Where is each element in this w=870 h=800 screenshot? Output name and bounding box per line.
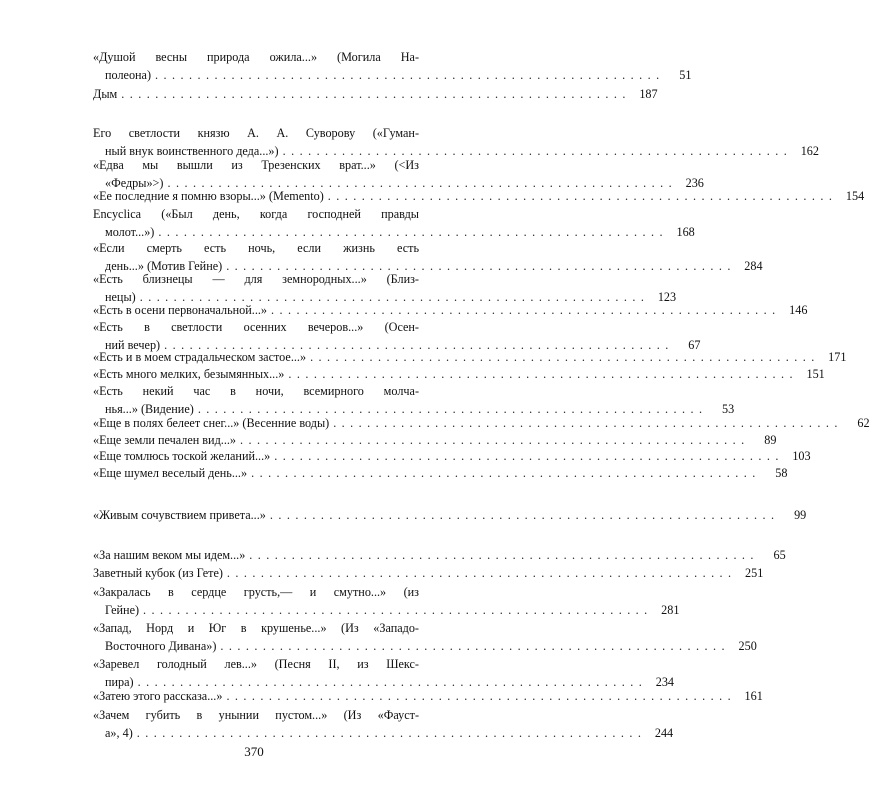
page-ref: 171 bbox=[828, 350, 847, 364]
dot-leader: . . . . . . . . . . . . . . . . . . . . . . . . . . . . . . . . . . . . . . . . . . . . . . . . . . . . . . . . . . . . bbox=[333, 416, 839, 430]
entry-title-continued: молот...») bbox=[105, 225, 155, 239]
dot-leader: . . . . . . . . . . . . . . . . . . . . . . . . . . . . . . . . . . . . . . . . . . . . . . . . . . . . . . . . . . . . bbox=[220, 639, 726, 653]
dot-leader: . . . . . . . . . . . . . . . . . . . . . . . . . . . . . . . . . . . . . . . . . . . . . . . . . . . . . . . . . . . . bbox=[288, 367, 794, 381]
index-entry bbox=[93, 48, 692, 84]
entry-title: Encyclica («Был день, когда господней правды bbox=[93, 207, 419, 221]
index-entry bbox=[93, 655, 674, 691]
entry-title: «Есть в осени первоначальной...» bbox=[93, 303, 268, 317]
dot-leader: . . . . . . . . . . . . . . . . . . . . . . . . . . . . . . . . . . . . . . . . . . . . . . . . . . . . . . . . . . . . bbox=[226, 566, 733, 580]
entry-title: «Есть близнецы — для земнородных...» (Близ- bbox=[93, 272, 419, 286]
entry-title-continued: пира) bbox=[105, 675, 134, 689]
dot-leader: . . . . . . . . . . . . . . . . . . . . . . . . . . . . . . . . . . . . . . . . . . . . . . . . . . . . . . . . . . . . bbox=[271, 303, 777, 317]
page-ref: 146 bbox=[789, 303, 808, 317]
entry-title: «Едва мы вышли из Трезенских врат...» (<Из bbox=[93, 158, 419, 172]
page-ref: 161 bbox=[744, 689, 763, 703]
entry-title: «Есть много мелких, безымянных...» bbox=[93, 367, 285, 381]
dot-leader: . . . . . . . . . . . . . . . . . . . . . . . . . . . . . . . . . . . . . . . . . . . . . . . . . . . . . . . . . . . . bbox=[139, 290, 646, 304]
entry-title: «Есть некий час в ночи, всемирного молча- bbox=[93, 384, 419, 398]
page-ref: 103 bbox=[792, 449, 811, 463]
entry-title: «Еще земли печален вид...» bbox=[93, 433, 237, 447]
dot-leader: . . . . . . . . . . . . . . . . . . . . . . . . . . . . . . . . . . . . . . . . . . . . . . . . . . . . . . . . . . . . bbox=[164, 338, 670, 352]
dot-leader: . . . . . . . . . . . . . . . . . . . . . . . . . . . . . . . . . . . . . . . . . . . . . . . . . . . . . . . . . . . . bbox=[143, 603, 649, 617]
dot-leader: . . . . . . . . . . . . . . . . . . . . . . . . . . . . . . . . . . . . . . . . . . . . . . . . . . . . . . . . . . . . bbox=[226, 259, 732, 273]
entry-title-continued: «Федры»>) bbox=[105, 176, 164, 190]
index-entry bbox=[93, 506, 807, 524]
dot-leader: . . . . . . . . . . . . . . . . . . . . . . . . . . . . . . . . . . . . . . . . . . . . . . . . . . . . . . . . . . . . bbox=[197, 402, 704, 416]
dot-leader: . . . . . . . . . . . . . . . . . . . . . . . . . . . . . . . . . . . . . . . . . . . . . . . . . . . . . . . . . . . . bbox=[121, 87, 627, 101]
index-entry bbox=[93, 85, 658, 103]
page-ref: 99 bbox=[794, 508, 807, 522]
entry-title-continued: ный внук воинственного деда...») bbox=[105, 144, 279, 158]
page-ref: 234 bbox=[655, 675, 674, 689]
dot-leader: . . . . . . . . . . . . . . . . . . . . . . . . . . . . . . . . . . . . . . . . . . . . . . . . . . . . . . . . . . . . bbox=[249, 548, 755, 562]
dot-leader: . . . . . . . . . . . . . . . . . . . . . . . . . . . . . . . . . . . . . . . . . . . . . . . . . . . . . . . . . . . . bbox=[226, 689, 732, 703]
page-ref: 151 bbox=[806, 367, 825, 381]
entry-title: «Есть и в моем страдальческом застое...» bbox=[93, 350, 307, 364]
index-entry bbox=[93, 583, 680, 619]
entry-title: Его светлости князю А. А. Суворову («Гуман- bbox=[93, 126, 419, 140]
dot-leader: . . . . . . . . . . . . . . . . . . . . . . . . . . . . . . . . . . . . . . . . . . . . . . . . . . . . . . . . . . . . bbox=[167, 176, 673, 190]
entry-title: «Запад, Норд и Юг в крушенье...» (Из «Западо- bbox=[93, 621, 419, 635]
page-ref: 51 bbox=[679, 68, 692, 82]
entry-title: «Есть в светлости осенних вечеров...» (Осен- bbox=[93, 320, 419, 334]
page-number: 370 bbox=[244, 744, 264, 759]
dot-leader: . . . . . . . . . . . . . . . . . . . . . . . . . . . . . . . . . . . . . . . . . . . . . . . . . . . . . . . . . . . . bbox=[158, 225, 664, 239]
entry-title-continued: нецы) bbox=[105, 290, 136, 304]
index-entry bbox=[93, 447, 811, 465]
page-ref: 281 bbox=[661, 603, 680, 617]
entry-title: «Ее последние я помню взоры...» (Memento) bbox=[93, 189, 324, 203]
entry-title-continued: нья...» (Видение) bbox=[105, 402, 194, 416]
index-entry bbox=[93, 687, 763, 705]
page-ref: 244 bbox=[654, 726, 674, 740]
dot-leader: . . . . . . . . . . . . . . . . . . . . . . . . . . . . . . . . . . . . . . . . . . . . . . . . . . . . . . . . . . . . bbox=[136, 726, 643, 740]
entry-title: «За нашим веком мы идем...» bbox=[93, 548, 246, 562]
dot-leader: . . . . . . . . . . . . . . . . . . . . . . . . . . . . . . . . . . . . . . . . . . . . . . . . . . . . . . . . . . . . bbox=[269, 508, 776, 522]
index-entry bbox=[93, 124, 819, 160]
index-entry bbox=[93, 382, 735, 418]
entry-title-continued: Гейне) bbox=[105, 603, 140, 617]
index-entry bbox=[93, 301, 808, 319]
page-ref: 236 bbox=[685, 176, 704, 190]
dot-leader: . . . . . . . . . . . . . . . . . . . . . . . . . . . . . . . . . . . . . . . . . . . . . . . . . . . . . . . . . . . . bbox=[137, 675, 643, 689]
page-ref: 62 bbox=[857, 416, 870, 430]
page-ref: 250 bbox=[738, 639, 757, 653]
entry-title-continued: Восточного Дивана») bbox=[105, 639, 217, 653]
page-ref: 53 bbox=[722, 402, 735, 416]
entry-title: «Заревел голодный лев...» (Песня II, из Шекс- bbox=[93, 657, 419, 671]
entry-title: «Еще томлюсь тоской желаний...» bbox=[93, 449, 271, 463]
page-ref: 168 bbox=[676, 225, 695, 239]
page-ref: 251 bbox=[745, 566, 764, 580]
entry-title: «Затею этого рассказа...» bbox=[93, 689, 223, 703]
dot-leader: . . . . . . . . . . . . . . . . . . . . . . . . . . . . . . . . . . . . . . . . . . . . . . . . . . . . . . . . . . . . bbox=[282, 144, 788, 158]
dot-leader: . . . . . . . . . . . . . . . . . . . . . . . . . . . . . . . . . . . . . . . . . . . . . . . . . . . . . . . . . . . . bbox=[310, 350, 816, 364]
entry-title: «Еще в полях белеет снег...» (Весенние воды) bbox=[93, 416, 330, 430]
index-entry bbox=[93, 464, 788, 482]
page-ref: 123 bbox=[657, 290, 677, 304]
page-ref: 58 bbox=[775, 466, 788, 480]
dot-leader: . . . . . . . . . . . . . . . . . . . . . . . . . . . . . . . . . . . . . . . . . . . . . . . . . . . . . . . . . . . . bbox=[327, 189, 834, 203]
index-entry bbox=[93, 546, 786, 564]
dot-leader: . . . . . . . . . . . . . . . . . . . . . . . . . . . . . . . . . . . . . . . . . . . . . . . . . . . . . . . . . . . . bbox=[155, 68, 661, 82]
page-ref: 67 bbox=[688, 338, 701, 352]
index-entry bbox=[93, 348, 847, 366]
entry-title-continued: а», 4) bbox=[105, 726, 133, 740]
entry-title: «Еще шумел веселый день...» bbox=[93, 466, 248, 480]
page-ref: 65 bbox=[773, 548, 786, 562]
index-entry bbox=[93, 619, 757, 655]
dot-leader: . . . . . . . . . . . . . . . . . . . . . . . . . . . . . . . . . . . . . . . . . . . . . . . . . . . . . . . . . . . . bbox=[274, 449, 780, 463]
page-ref: 284 bbox=[744, 259, 763, 273]
dot-leader: . . . . . . . . . . . . . . . . . . . . . . . . . . . . . . . . . . . . . . . . . . . . . . . . . . . . . . . . . . . . bbox=[240, 433, 746, 447]
page-ref: 154 bbox=[845, 189, 865, 203]
entry-title: «Живым сочувствием привета...» bbox=[93, 508, 266, 522]
entry-title: Заветный кубок (из Гете) bbox=[93, 566, 223, 580]
entry-title: «Закралась в сердце грусть,— и смутно...» (из bbox=[93, 585, 419, 599]
page-ref: 162 bbox=[800, 144, 819, 158]
index-entry bbox=[93, 205, 695, 241]
index-entry bbox=[93, 365, 825, 383]
entry-title-continued: полеона) bbox=[105, 68, 152, 82]
entry-title: «Зачем губить в унынии пустом...» (Из «Фауст- bbox=[93, 708, 419, 722]
entry-title-continued: день...» (Мотив Гейне) bbox=[105, 259, 223, 273]
entry-title: Дым bbox=[93, 87, 118, 101]
dot-leader: . . . . . . . . . . . . . . . . . . . . . . . . . . . . . . . . . . . . . . . . . . . . . . . . . . . . . . . . . . . . bbox=[251, 466, 757, 480]
entry-title-continued: ний вечер) bbox=[105, 338, 161, 352]
entry-title: «Душой весны природа ожила...» (Могила На- bbox=[93, 50, 419, 64]
index-entry bbox=[93, 187, 865, 205]
page-ref: 89 bbox=[764, 433, 777, 447]
entry-title: «Если смерть есть ночь, если жизнь есть bbox=[93, 241, 419, 255]
index-entry bbox=[93, 564, 764, 582]
page-ref: 187 bbox=[639, 87, 658, 101]
index-entry bbox=[93, 706, 674, 742]
index-entry bbox=[93, 414, 870, 432]
